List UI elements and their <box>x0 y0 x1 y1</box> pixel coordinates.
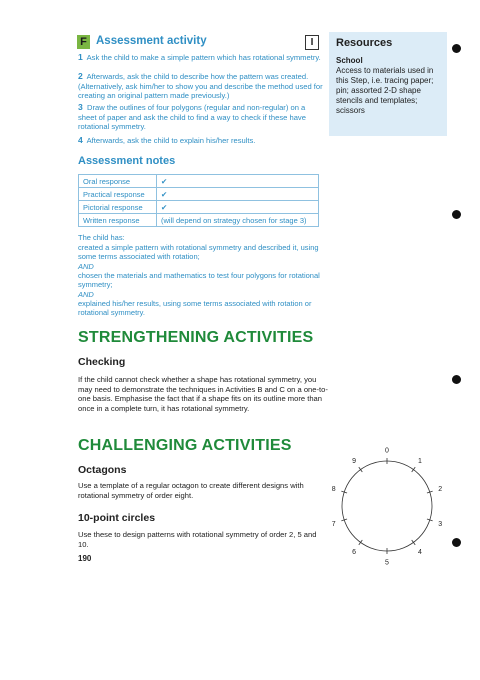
item-number: 4 <box>78 135 83 145</box>
table-row <box>79 188 319 201</box>
circle-point-tick <box>359 467 363 472</box>
ten-point-circle <box>325 440 455 570</box>
page-number: 190 <box>78 554 92 563</box>
activity-item <box>78 72 323 101</box>
section-title: Assessment activity <box>96 35 207 47</box>
row-value: ✔ <box>157 188 319 201</box>
checking-heading: Checking <box>78 356 126 368</box>
item-number: 3 <box>78 102 83 112</box>
circle-outline <box>342 461 432 551</box>
item-text: Draw the outlines of four polygons (regular and non-regular) on a sheet of paper and ask the child to find a way to check if these have rotational symmetry. <box>78 103 306 131</box>
binder-hole <box>452 538 461 547</box>
item-number: 2 <box>78 71 83 81</box>
circle-point-label: 6 <box>352 548 357 556</box>
circles-heading: 10-point circles <box>78 512 156 524</box>
octagons-text: Use a template of a regular octagon to create different designs with rotational symmetry of order eight. <box>78 481 304 500</box>
row-label: Practical response <box>79 188 157 201</box>
circle-points <box>332 448 443 567</box>
circle-point-tick <box>412 467 416 472</box>
circle-point-label: 1 <box>417 458 422 466</box>
section-badge: F <box>77 35 90 49</box>
circle-point-label: 7 <box>331 520 336 528</box>
row-label: Written response <box>79 214 157 227</box>
binder-hole <box>452 44 461 53</box>
notes-table <box>78 174 319 227</box>
table-row <box>79 175 319 188</box>
child-intro: The child has: <box>78 233 125 242</box>
criterion-3: explained his/her results, using some terms associated with rotation or rotational symmetry. <box>78 299 312 318</box>
item-number: 1 <box>78 52 83 62</box>
item-text: Afterwards, ask the child to describe how the pattern was created. (Alternatively, ask him/her to show you and describe the method used for creating an original pattern made previously.) <box>78 72 323 100</box>
row-value: ✔ <box>157 201 319 214</box>
checking-text: If the child cannot check whether a shape has rotational symmetry, you may need to demonstrate the techniques in Activities B and C on a one-to-one basis. Emphasise the fact that if a shape fits on its outline more than once in a complete turn, it has rotational symmetry. <box>78 375 328 413</box>
and-connector: AND <box>78 290 94 299</box>
row-label: Pictorial response <box>79 201 157 214</box>
circle-point-label: 3 <box>438 520 443 528</box>
resources-subtitle: School <box>336 56 363 65</box>
activity-item <box>78 136 323 146</box>
circle-point-label: 4 <box>417 548 422 556</box>
criterion-2: chosen the materials and mathematics to test four polygons for rotational symmetry; <box>78 271 320 290</box>
individual-icon: I <box>305 35 319 50</box>
activity-item <box>78 103 323 132</box>
notes-title: Assessment notes <box>78 155 176 167</box>
resources-title: Resources <box>336 37 393 49</box>
binder-hole <box>452 375 461 384</box>
circle-point-label: 0 <box>385 447 389 455</box>
binder-hole <box>452 210 461 219</box>
row-label: Oral response <box>79 175 157 188</box>
circle-point-tick <box>359 540 363 545</box>
row-value: ✔ <box>157 175 319 188</box>
criterion-1: created a simple pattern with rotational symmetry and described it, using some terms associated with rotation; <box>78 243 319 262</box>
challenging-heading: CHALLENGING ACTIVITIES <box>78 437 292 454</box>
circle-point-tick <box>412 540 416 545</box>
circle-point-label: 2 <box>438 486 443 494</box>
item-text: Afterwards, ask the child to explain his/her results. <box>86 136 256 145</box>
circle-point-label: 5 <box>385 559 389 567</box>
item-text: Ask the child to make a simple pattern which has rotational symmetry. <box>86 53 321 62</box>
table-row <box>79 214 319 227</box>
activity-item <box>78 53 323 63</box>
circle-point-label: 8 <box>331 486 336 494</box>
table-row <box>79 201 319 214</box>
and-connector: AND <box>78 262 94 271</box>
circles-text: Use these to design patterns with rotational symmetry of order 2, 5 and 10. <box>78 530 317 549</box>
octagons-heading: Octagons <box>78 464 127 476</box>
row-value: (will depend on strategy chosen for stage 3) <box>157 214 319 227</box>
strengthening-heading: STRENGTHENING ACTIVITIES <box>78 329 314 346</box>
circle-point-label: 9 <box>352 458 357 466</box>
resources-text: Access to materials used in this Step, i.e. tracing paper; pin; assorted 2-D shape stencils and templates; scissors <box>336 66 434 115</box>
